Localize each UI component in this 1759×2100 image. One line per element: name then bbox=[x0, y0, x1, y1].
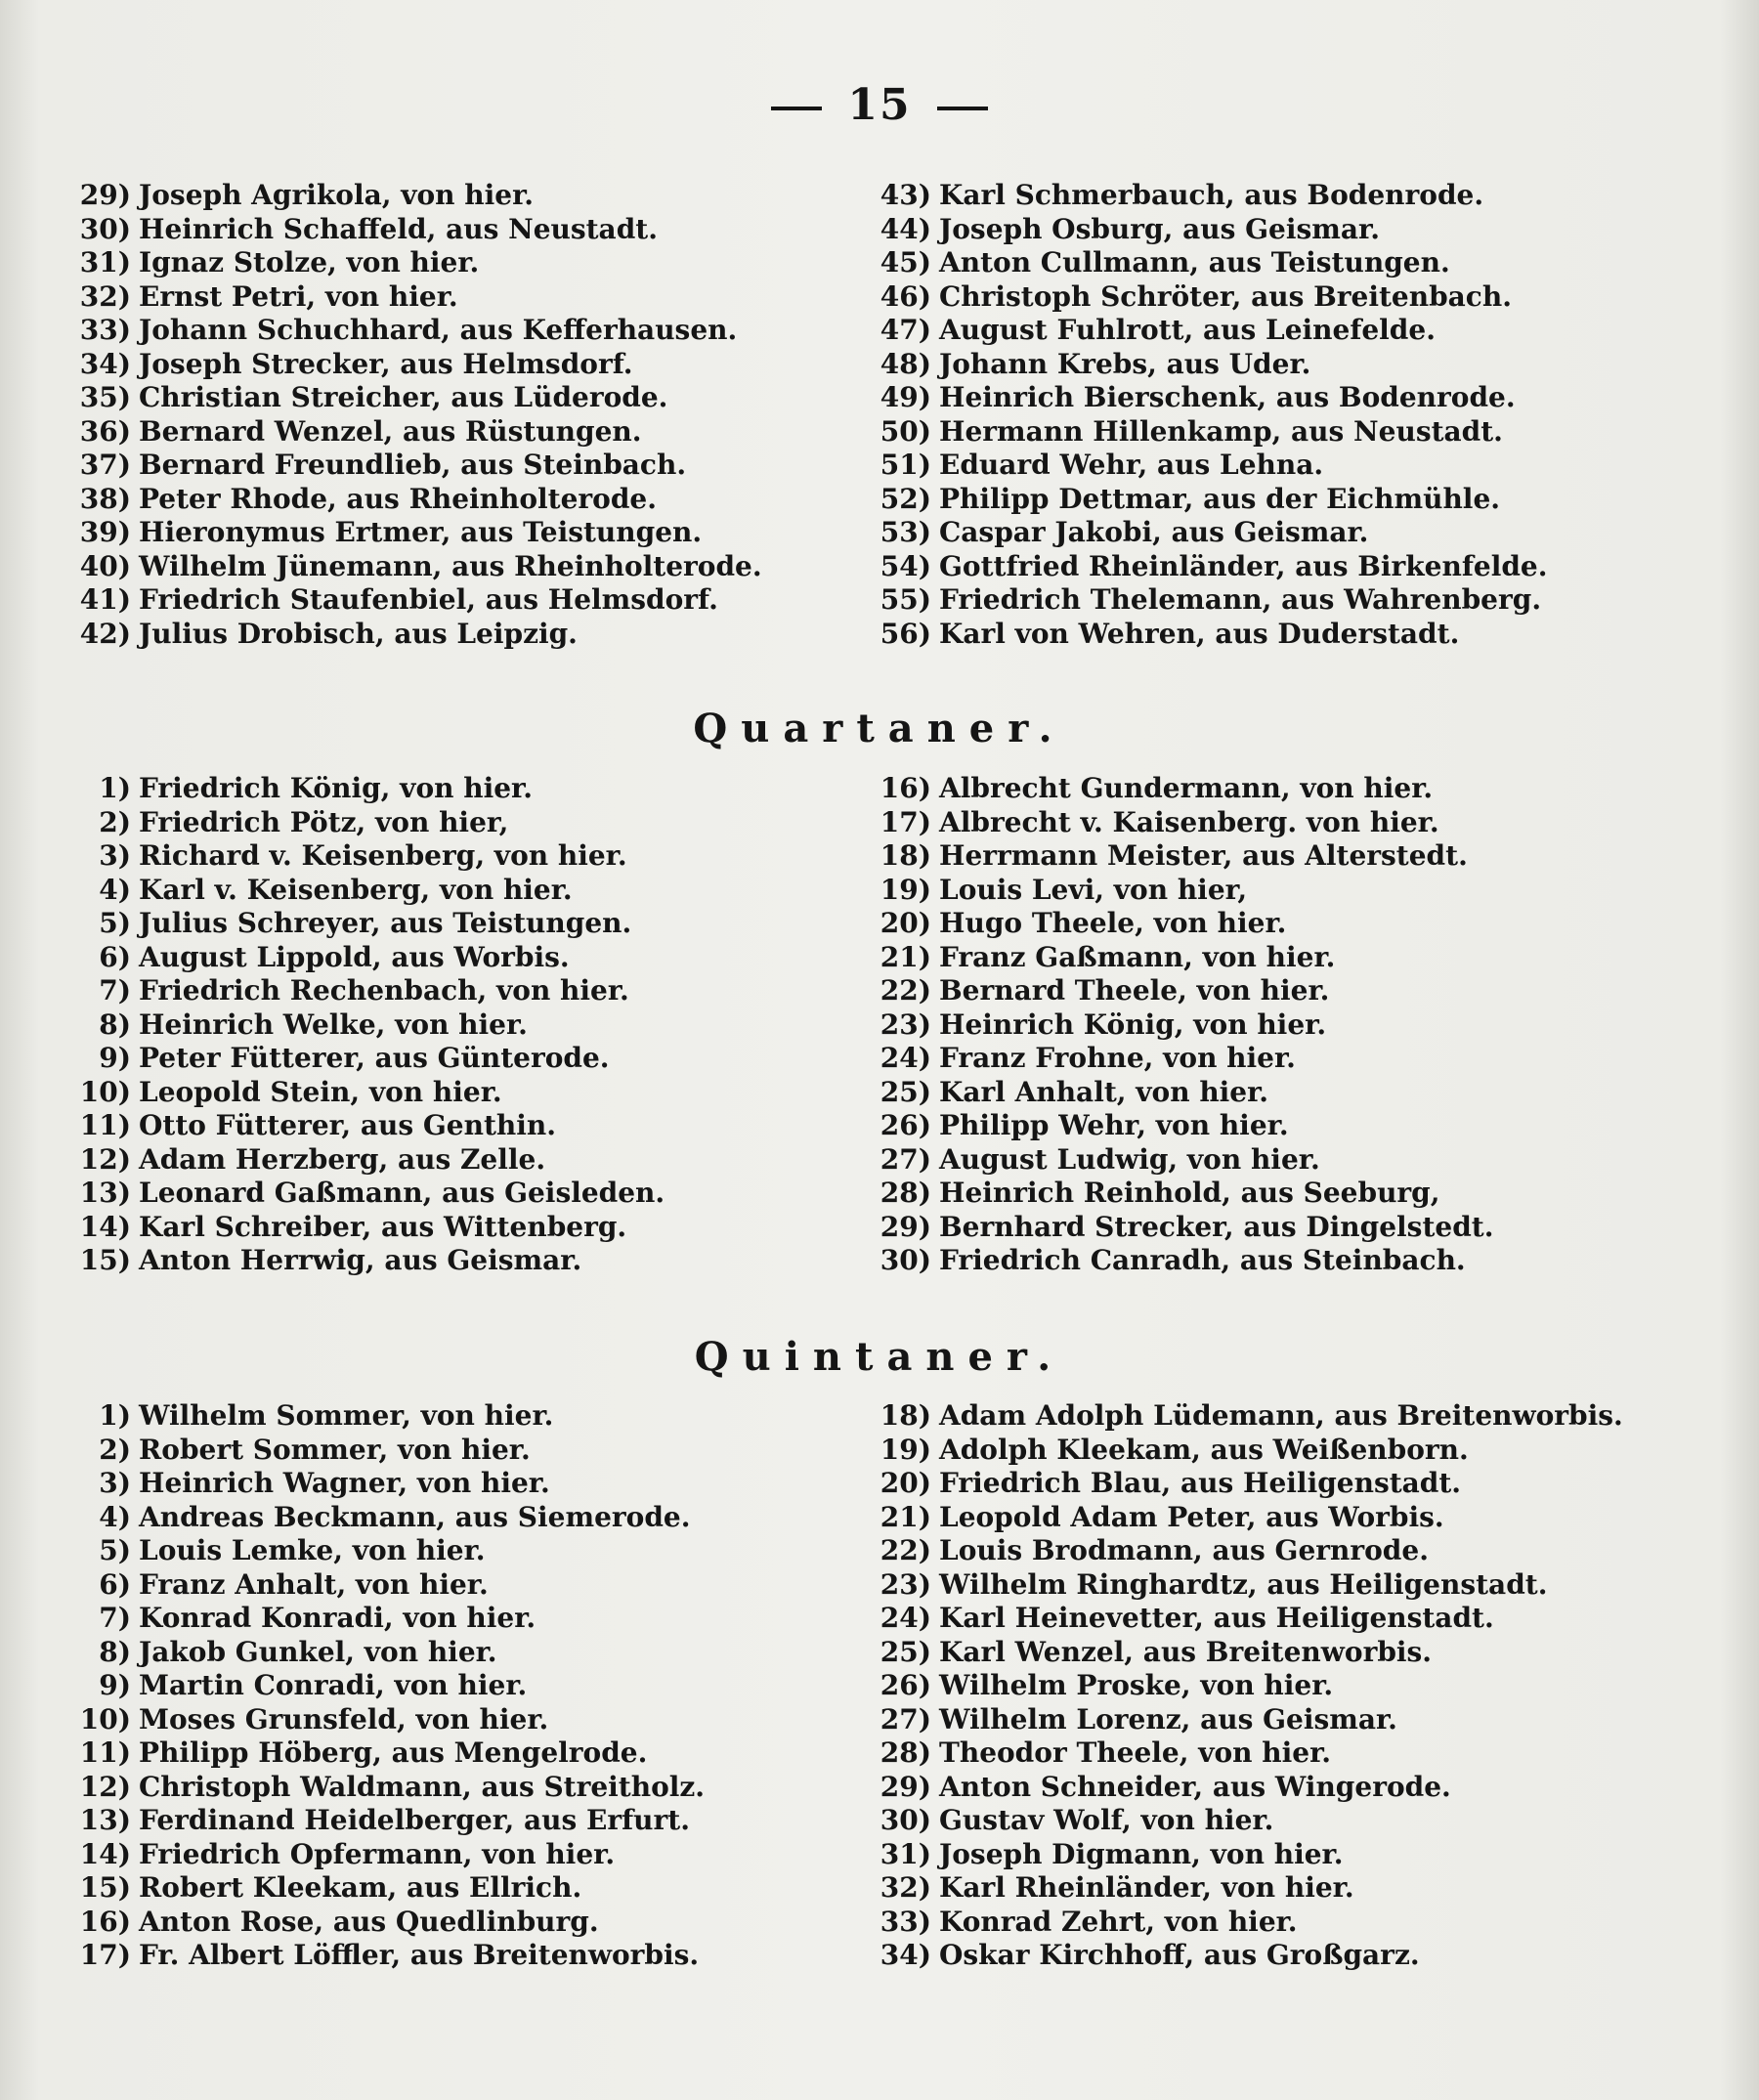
student-entry bbox=[68, 1534, 870, 1568]
entry-name: Franz Frohne, von hier. bbox=[939, 1042, 1296, 1074]
entry-number: 19) bbox=[880, 873, 931, 906]
entry-number: 9) bbox=[99, 1042, 131, 1074]
entry-name: Bernard Freundlieb, aus Steinbach. bbox=[139, 449, 687, 481]
entry-name: Wilhelm Ringhardtz, aus Heiligenstadt. bbox=[939, 1567, 1548, 1601]
student-entry bbox=[873, 974, 1733, 1008]
student-entry bbox=[873, 941, 1733, 975]
entry-name: Konrad Zehrt, von hier. bbox=[939, 1905, 1298, 1938]
entry-number: 30) bbox=[79, 212, 131, 245]
student-entry bbox=[873, 280, 1733, 315]
student-entry bbox=[68, 974, 870, 1008]
student-entry bbox=[68, 1211, 870, 1245]
entry-number: 26) bbox=[880, 1669, 931, 1701]
student-entry bbox=[68, 806, 870, 840]
student-list-left bbox=[68, 179, 870, 651]
student-entry bbox=[873, 1939, 1733, 1973]
student-entry bbox=[873, 1669, 1733, 1703]
entry-name: Wilhelm Proske, von hier. bbox=[939, 1669, 1334, 1701]
student-entry bbox=[68, 1501, 870, 1535]
student-entry bbox=[68, 1939, 870, 1973]
entry-name: Anton Cullmann, aus Teistungen. bbox=[939, 246, 1450, 279]
entry-number: 48) bbox=[880, 347, 931, 380]
entry-name: Albrecht v. Kaisenberg. von hier. bbox=[939, 805, 1439, 838]
entry-number: 36) bbox=[79, 414, 131, 448]
entry-name: August Fuhlrott, aus Leinefelde. bbox=[939, 314, 1436, 346]
student-entry bbox=[873, 1906, 1733, 1940]
entry-number: 25) bbox=[880, 1635, 931, 1668]
entry-number: 18) bbox=[880, 1399, 931, 1432]
student-entry bbox=[873, 1501, 1733, 1535]
entry-number: 18) bbox=[880, 839, 931, 872]
entry-number: 35) bbox=[79, 381, 131, 413]
entry-name: Ferdinand Heidelberger, aus Erfurt. bbox=[139, 1804, 690, 1836]
page-number-dash-left bbox=[771, 107, 822, 110]
student-entry bbox=[68, 246, 870, 280]
entry-number: 20) bbox=[880, 907, 931, 939]
student-entry bbox=[68, 839, 870, 874]
student-entry bbox=[68, 381, 870, 415]
entry-name: Wilhelm Lorenz, aus Geismar. bbox=[939, 1702, 1397, 1736]
entry-name: Louis Lemke, von hier. bbox=[139, 1534, 486, 1566]
entry-name: August Lippold, aus Worbis. bbox=[139, 940, 570, 973]
entry-name: Anton Schneider, aus Wingerode. bbox=[939, 1770, 1451, 1803]
entry-number: 19) bbox=[880, 1433, 931, 1466]
entry-number: 29) bbox=[880, 1770, 931, 1803]
student-entry bbox=[68, 1399, 870, 1434]
student-entry bbox=[68, 1076, 870, 1110]
entry-number: 14) bbox=[79, 1837, 131, 1870]
student-entry bbox=[68, 1736, 870, 1771]
student-list-right bbox=[873, 179, 1733, 651]
entry-number: 22) bbox=[880, 1534, 931, 1566]
entry-number: 11) bbox=[79, 1736, 131, 1769]
student-entry bbox=[68, 415, 870, 450]
student-entry bbox=[68, 874, 870, 908]
student-entry bbox=[68, 550, 870, 584]
entry-number: 6) bbox=[99, 1567, 131, 1601]
student-entry bbox=[873, 1143, 1733, 1178]
entry-number: 15) bbox=[79, 1871, 131, 1904]
student-entry bbox=[68, 280, 870, 315]
student-entry bbox=[873, 415, 1733, 450]
student-entry bbox=[68, 941, 870, 975]
entry-name: Bernard Wenzel, aus Rüstungen. bbox=[139, 414, 642, 448]
entry-number: 9) bbox=[99, 1669, 131, 1701]
entry-number: 29) bbox=[880, 1210, 931, 1243]
entry-number: 31) bbox=[880, 1837, 931, 1870]
student-entry bbox=[68, 1568, 870, 1603]
entry-name: Leonard Gaßmann, aus Geisleden. bbox=[139, 1177, 665, 1209]
entry-number: 32) bbox=[79, 279, 131, 313]
entry-number: 30) bbox=[880, 1244, 931, 1276]
entry-name: Karl Schreiber, aus Wittenberg. bbox=[139, 1210, 627, 1243]
student-entry bbox=[873, 449, 1733, 483]
entry-number: 38) bbox=[79, 482, 131, 515]
student-entry bbox=[873, 213, 1733, 247]
entry-number: 13) bbox=[79, 1177, 131, 1209]
student-entry bbox=[873, 483, 1733, 517]
entry-name: Adam Herzberg, aus Zelle. bbox=[139, 1142, 546, 1176]
student-entry bbox=[68, 1771, 870, 1805]
entry-number: 44) bbox=[880, 212, 931, 245]
entry-number: 41) bbox=[79, 583, 131, 616]
entry-number: 22) bbox=[880, 974, 931, 1007]
entry-name: Friedrich Thelemann, aus Wahrenberg. bbox=[939, 583, 1542, 616]
student-entry bbox=[873, 1636, 1733, 1670]
entry-name: Philipp Wehr, von hier. bbox=[939, 1109, 1289, 1141]
student-list-left bbox=[68, 772, 870, 1278]
entry-number: 54) bbox=[880, 549, 931, 582]
entry-number: 21) bbox=[880, 1500, 931, 1533]
entry-name: Louis Levi, von hier, bbox=[939, 873, 1248, 906]
entry-name: Wilhelm Jünemann, aus Rheinholterode. bbox=[139, 549, 762, 582]
entry-name: Robert Sommer, von hier. bbox=[139, 1433, 531, 1466]
entry-name: Fr. Albert Löffler, aus Breitenworbis. bbox=[139, 1939, 700, 1971]
entry-name: Moses Grunsfeld, von hier. bbox=[139, 1702, 549, 1736]
entry-name: Julius Schreyer, aus Teistungen. bbox=[139, 907, 632, 939]
entry-number: 7) bbox=[99, 1602, 131, 1634]
student-entry bbox=[873, 1434, 1733, 1468]
entry-name: Franz Anhalt, von hier. bbox=[139, 1567, 489, 1601]
student-entry bbox=[873, 874, 1733, 908]
entry-number: 8) bbox=[99, 1635, 131, 1668]
student-entry bbox=[873, 1871, 1733, 1906]
entry-name: Friedrich König, von hier. bbox=[139, 772, 533, 804]
student-entry bbox=[873, 1602, 1733, 1636]
student-entry bbox=[68, 449, 870, 483]
entry-number: 14) bbox=[79, 1210, 131, 1243]
student-entry bbox=[68, 1636, 870, 1670]
entry-name: Philipp Höberg, aus Mengelrode. bbox=[139, 1736, 648, 1769]
entry-name: Otto Fütterer, aus Genthin. bbox=[139, 1109, 557, 1141]
student-entry bbox=[873, 381, 1733, 415]
entry-name: August Ludwig, von hier. bbox=[939, 1142, 1320, 1176]
entry-name: Julius Drobisch, aus Leipzig. bbox=[139, 617, 578, 650]
entry-name: Ignaz Stolze, von hier. bbox=[139, 246, 480, 279]
student-entry bbox=[68, 1008, 870, 1043]
entry-number: 23) bbox=[880, 1567, 931, 1601]
student-entry bbox=[68, 1838, 870, 1872]
entry-name: Leopold Adam Peter, aus Worbis. bbox=[939, 1500, 1444, 1533]
entry-name: Peter Rhode, aus Rheinholterode. bbox=[139, 482, 657, 515]
entry-name: Wilhelm Sommer, von hier. bbox=[139, 1399, 554, 1432]
entry-name: Oskar Kirchhoff, aus Großgarz. bbox=[939, 1939, 1420, 1971]
section-title-quintaner: Quintaner. bbox=[694, 1334, 1065, 1380]
entry-name: Richard v. Keisenberg, von hier. bbox=[139, 839, 627, 872]
entry-name: Johann Schuchhard, aus Kefferhausen. bbox=[139, 314, 738, 346]
entry-number: 4) bbox=[99, 1500, 131, 1533]
entry-number: 45) bbox=[880, 246, 931, 279]
entry-name: Bernhard Strecker, aus Dingelstedt. bbox=[939, 1210, 1494, 1243]
entry-name: Johann Krebs, aus Uder. bbox=[939, 347, 1311, 380]
entry-name: Leopold Stein, von hier. bbox=[139, 1075, 502, 1108]
entry-name: Heinrich Welke, von hier. bbox=[139, 1007, 528, 1041]
entry-name: Heinrich Schaffeld, aus Neustadt. bbox=[139, 212, 658, 245]
student-entry bbox=[68, 516, 870, 550]
entry-number: 33) bbox=[79, 314, 131, 346]
entry-number: 34) bbox=[880, 1939, 931, 1971]
entry-number: 39) bbox=[79, 516, 131, 548]
entry-name: Joseph Osburg, aus Geismar. bbox=[939, 212, 1380, 245]
entry-name: Karl von Wehren, aus Duderstadt. bbox=[939, 617, 1460, 650]
entry-name: Adam Adolph Lüdemann, aus Breitenworbis. bbox=[939, 1399, 1623, 1432]
student-entry bbox=[68, 1467, 870, 1501]
entry-name: Hieronymus Ertmer, aus Teistungen. bbox=[139, 516, 703, 548]
entry-name: Anton Herrwig, aus Geismar. bbox=[139, 1244, 582, 1276]
student-entry bbox=[873, 1244, 1733, 1278]
entry-number: 23) bbox=[880, 1007, 931, 1041]
entry-number: 4) bbox=[99, 873, 131, 906]
student-entry bbox=[68, 213, 870, 247]
entry-number: 6) bbox=[99, 940, 131, 973]
entry-number: 24) bbox=[880, 1042, 931, 1074]
student-entry bbox=[68, 1143, 870, 1178]
student-entry bbox=[873, 1736, 1733, 1771]
entry-name: Peter Fütterer, aus Günterode. bbox=[139, 1042, 610, 1074]
page-number bbox=[0, 80, 1759, 130]
student-entry bbox=[873, 1467, 1733, 1501]
entry-number: 21) bbox=[880, 940, 931, 973]
entry-number: 33) bbox=[880, 1905, 931, 1938]
entry-number: 40) bbox=[79, 549, 131, 582]
student-entry bbox=[873, 583, 1733, 618]
entry-number: 53) bbox=[880, 516, 931, 548]
entry-number: 24) bbox=[880, 1602, 931, 1634]
student-entry bbox=[873, 1109, 1733, 1143]
student-entry bbox=[68, 179, 870, 213]
entry-name: Andreas Beckmann, aus Siemerode. bbox=[139, 1500, 691, 1533]
entry-name: Friedrich Canradh, aus Steinbach. bbox=[939, 1244, 1466, 1276]
student-entry bbox=[873, 1042, 1733, 1076]
student-entry bbox=[873, 179, 1733, 213]
entry-name: Martin Conradi, von hier. bbox=[139, 1669, 528, 1701]
entry-number: 2) bbox=[99, 805, 131, 838]
entry-number: 8) bbox=[99, 1007, 131, 1041]
entry-name: Friedrich Pötz, von hier, bbox=[139, 805, 509, 838]
student-entry bbox=[68, 772, 870, 806]
entry-name: Anton Rose, aus Quedlinburg. bbox=[139, 1905, 599, 1938]
student-entry bbox=[873, 348, 1733, 382]
entry-number: 52) bbox=[880, 482, 931, 515]
entry-number: 46) bbox=[880, 279, 931, 313]
student-entry bbox=[68, 348, 870, 382]
student-entry bbox=[68, 1177, 870, 1211]
student-entry bbox=[873, 1771, 1733, 1805]
student-entry bbox=[873, 1008, 1733, 1043]
student-entry bbox=[873, 516, 1733, 550]
entry-number: 3) bbox=[99, 1467, 131, 1499]
student-entry bbox=[873, 839, 1733, 874]
student-entry bbox=[873, 1177, 1733, 1211]
entry-name: Friedrich Opfermann, von hier. bbox=[139, 1837, 616, 1870]
entry-name: Hugo Theele, von hier. bbox=[939, 907, 1287, 939]
student-entry bbox=[873, 1703, 1733, 1737]
entry-name: Karl Wenzel, aus Breitenworbis. bbox=[939, 1635, 1433, 1668]
student-entry bbox=[873, 246, 1733, 280]
student-entry bbox=[873, 618, 1733, 652]
entry-number: 25) bbox=[880, 1075, 931, 1108]
entry-name: Hermann Hillenkamp, aus Neustadt. bbox=[939, 414, 1503, 448]
entry-number: 2) bbox=[99, 1433, 131, 1466]
entry-name: Karl Rheinländer, von hier. bbox=[939, 1871, 1354, 1904]
student-entry bbox=[873, 1838, 1733, 1872]
student-entry bbox=[68, 1434, 870, 1468]
student-entry bbox=[873, 550, 1733, 584]
student-entry bbox=[873, 1076, 1733, 1110]
student-entry bbox=[873, 806, 1733, 840]
entry-number: 31) bbox=[79, 246, 131, 279]
entry-name: Christian Streicher, aus Lüderode. bbox=[139, 381, 668, 413]
entry-name: Gustav Wolf, von hier. bbox=[939, 1804, 1274, 1836]
student-entry bbox=[68, 483, 870, 517]
entry-number: 12) bbox=[79, 1142, 131, 1176]
entry-name: Joseph Strecker, aus Helmsdorf. bbox=[139, 347, 633, 380]
student-entry bbox=[68, 1906, 870, 1940]
entry-name: Karl Heinevetter, aus Heiligenstadt. bbox=[939, 1602, 1494, 1634]
entry-name: Gottfried Rheinländer, aus Birkenfelde. bbox=[939, 549, 1548, 582]
student-entry bbox=[68, 1042, 870, 1076]
student-entry bbox=[68, 1703, 870, 1737]
entry-number: 17) bbox=[79, 1939, 131, 1971]
entry-name: Christoph Schröter, aus Breitenbach. bbox=[939, 279, 1512, 313]
student-entry bbox=[68, 1669, 870, 1703]
entry-name: Ernst Petri, von hier. bbox=[139, 279, 458, 313]
entry-number: 13) bbox=[79, 1804, 131, 1836]
entry-name: Louis Brodmann, aus Gernrode. bbox=[939, 1534, 1429, 1566]
entry-name: Bernard Theele, von hier. bbox=[939, 974, 1330, 1007]
entry-name: Karl Anhalt, von hier. bbox=[939, 1075, 1269, 1108]
entry-number: 10) bbox=[79, 1702, 131, 1736]
student-entry bbox=[873, 1568, 1733, 1603]
entry-number: 26) bbox=[880, 1109, 931, 1141]
entry-name: Christoph Waldmann, aus Streitholz. bbox=[139, 1770, 706, 1803]
entry-name: Jakob Gunkel, von hier. bbox=[139, 1635, 497, 1668]
entry-number: 17) bbox=[880, 805, 931, 838]
entry-name: Heinrich Reinhold, aus Seeburg, bbox=[939, 1177, 1440, 1209]
student-entry bbox=[68, 907, 870, 941]
section-title-quartaner: Quartaner. bbox=[693, 706, 1066, 751]
entry-number: 55) bbox=[880, 583, 931, 616]
student-entry bbox=[68, 618, 870, 652]
entry-name: Joseph Digmann, von hier. bbox=[939, 1837, 1344, 1870]
student-entry bbox=[68, 1244, 870, 1278]
entry-number: 27) bbox=[880, 1142, 931, 1176]
entry-number: 47) bbox=[880, 314, 931, 346]
entry-number: 30) bbox=[880, 1804, 931, 1836]
entry-number: 20) bbox=[880, 1467, 931, 1499]
student-entry bbox=[68, 1804, 870, 1838]
student-entry bbox=[68, 1871, 870, 1906]
student-entry bbox=[68, 314, 870, 348]
student-entry bbox=[873, 1534, 1733, 1568]
entry-number: 32) bbox=[880, 1871, 931, 1904]
entry-number: 42) bbox=[79, 617, 131, 650]
student-list-right bbox=[873, 772, 1733, 1278]
entry-name: Heinrich Wagner, von hier. bbox=[139, 1467, 550, 1499]
entry-number: 10) bbox=[79, 1075, 131, 1108]
entry-name: Robert Kleekam, aus Ellrich. bbox=[139, 1871, 582, 1904]
entry-name: Franz Gaßmann, von hier. bbox=[939, 940, 1336, 973]
entry-name: Herrmann Meister, aus Alterstedt. bbox=[939, 839, 1468, 872]
student-entry bbox=[873, 314, 1733, 348]
student-list-left bbox=[68, 1399, 870, 1973]
entry-name: Philipp Dettmar, aus der Eichmühle. bbox=[939, 482, 1500, 515]
entry-name: Friedrich Blau, aus Heiligenstadt. bbox=[939, 1467, 1462, 1499]
entry-name: Konrad Konradi, von hier. bbox=[139, 1602, 536, 1634]
student-entry bbox=[68, 583, 870, 618]
entry-number: 34) bbox=[79, 347, 131, 380]
entry-name: Friedrich Rechenbach, von hier. bbox=[139, 974, 629, 1007]
entry-name: Caspar Jakobi, aus Geismar. bbox=[939, 516, 1369, 548]
entry-number: 15) bbox=[79, 1244, 131, 1276]
student-entry bbox=[68, 1109, 870, 1143]
entry-number: 37) bbox=[79, 449, 131, 481]
entry-number: 7) bbox=[99, 974, 131, 1007]
entry-number: 29) bbox=[79, 179, 131, 211]
entry-number: 43) bbox=[880, 179, 931, 211]
student-entry bbox=[873, 1399, 1733, 1434]
entry-name: Heinrich Bierschenk, aus Bodenrode. bbox=[939, 381, 1516, 413]
page-number-dash-right bbox=[937, 107, 988, 110]
student-entry bbox=[68, 1602, 870, 1636]
entry-name: Joseph Agrikola, von hier. bbox=[139, 179, 535, 211]
entry-number: 11) bbox=[79, 1109, 131, 1141]
page-number-value: 15 bbox=[847, 80, 912, 130]
entry-name: Karl Schmerbauch, aus Bodenrode. bbox=[939, 179, 1484, 211]
entry-name: Heinrich König, von hier. bbox=[939, 1007, 1327, 1041]
entry-number: 49) bbox=[880, 381, 931, 413]
student-list-right bbox=[873, 1399, 1733, 1973]
entry-number: 1) bbox=[99, 1399, 131, 1432]
entry-number: 16) bbox=[79, 1905, 131, 1938]
entry-number: 5) bbox=[99, 907, 131, 939]
student-entry bbox=[873, 907, 1733, 941]
entry-number: 16) bbox=[880, 772, 931, 804]
entry-number: 50) bbox=[880, 414, 931, 448]
entry-name: Eduard Wehr, aus Lehna. bbox=[939, 449, 1324, 481]
entry-number: 1) bbox=[99, 772, 131, 804]
entry-name: Adolph Kleekam, aus Weißenborn. bbox=[939, 1433, 1469, 1466]
entry-name: Albrecht Gundermann, von hier. bbox=[939, 772, 1434, 804]
student-entry bbox=[873, 772, 1733, 806]
entry-number: 56) bbox=[880, 617, 931, 650]
entry-number: 28) bbox=[880, 1177, 931, 1209]
entry-name: Theodor Theele, von hier. bbox=[939, 1736, 1331, 1769]
entry-name: Friedrich Staufenbiel, aus Helmsdorf. bbox=[139, 583, 718, 616]
entry-number: 12) bbox=[79, 1770, 131, 1803]
entry-number: 27) bbox=[880, 1702, 931, 1736]
student-entry bbox=[873, 1804, 1733, 1838]
entry-number: 28) bbox=[880, 1736, 931, 1769]
entry-number: 51) bbox=[880, 449, 931, 481]
entry-number: 5) bbox=[99, 1534, 131, 1566]
student-entry bbox=[873, 1211, 1733, 1245]
entry-number: 3) bbox=[99, 839, 131, 872]
entry-name: Karl v. Keisenberg, von hier. bbox=[139, 873, 573, 906]
